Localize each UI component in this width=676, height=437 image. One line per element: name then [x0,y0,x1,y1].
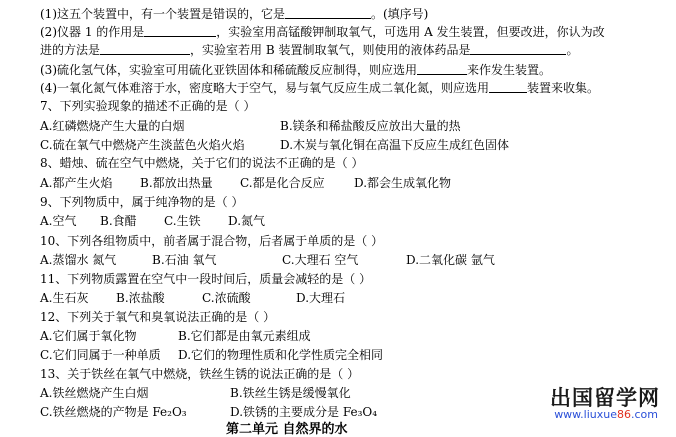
intro-line-1-end: 。(填序号) [371,7,429,21]
answer-blank [100,43,190,55]
option-b: B.都放出热量 [140,176,213,190]
option-a: A.蒸馏水 氮气 [40,253,117,267]
question-8-stem: 8、蜡烛、硫在空气中燃烧，关于它们的说法不正确的是（ ） [40,156,364,170]
option-b: B.镁条和稀盐酸反应放出大量的热 [280,119,461,133]
option-b: B.浓盐酸 [116,291,165,305]
intro-line-2-text: (2)仪器 1 的作用是 [40,25,145,39]
answer-blank [285,7,371,19]
intro-line-2 [40,24,605,40]
option-a: A.铁丝燃烧产生白烟 [40,386,149,400]
option-c: C.都是化合反应 [240,176,325,190]
intro-line-4 [40,62,551,78]
question-12-stem: 12、下列关于氧气和臭氧说法正确的是（ ） [40,310,276,324]
option-d: D.二氧化碳 氩气 [406,253,495,267]
watermark-title: 出国留学网 [550,386,660,410]
answer-blank [417,63,467,75]
question-9-stem: 9、下列物质中，属于纯净物的是（ ） [40,195,244,209]
next-section-heading: 第二单元 自然界的水 [226,422,348,437]
option-b: B.铁丝生锈是缓慢氧化 [230,386,351,400]
question-11-stem: 11、下列物质露置在空气中一段时间后，质量会减轻的是（ ） [40,272,372,286]
option-c: C.铁丝燃烧的产物是 Fe₂O₃ [40,405,187,419]
intro-line-2-end: ，实验室用高锰酸钾制取氧气，可选用 A 发生装置，但要改进，你认为改 [216,25,605,39]
watermark-url-number: 86 [617,408,631,421]
watermark-url [554,408,658,421]
option-a: A.生石灰 [40,291,89,305]
option-d: D.铁锈的主要成分是 Fe₃O₄ [230,405,378,419]
option-b: B.食醋 [100,214,137,228]
intro-line-3-end: 。 [566,43,579,57]
question-10-stem: 10、下列各组物质中，前者属于混合物，后者属于单质的是（ ） [40,234,384,248]
intro-line-3-mid: ，实验室若用 B 装置制取氧气，则使用的液体药品是 [190,43,471,57]
answer-blank [489,81,527,93]
option-a: A.都产生火焰 [40,176,113,190]
option-d: D.氮气 [228,214,266,228]
option-c: C.浓硫酸 [202,291,251,305]
option-c: C.它们同属于一种单质 [40,348,161,362]
intro-line-3 [40,42,578,58]
watermark-url-prefix: www.liuxue [554,408,617,421]
option-d: D.它们的物理性质和化学性质完全相同 [178,348,384,362]
intro-line-5-text: (4)一氧化氮气体难溶于水，密度略大于空气，易与氧气反应生成二氧化氮，则应选用 [40,81,490,95]
option-c: C.大理石 空气 [282,253,359,267]
answer-blank [144,25,216,37]
watermark-url-suffix: .com [631,408,658,421]
option-b: B.石油 氧气 [152,253,217,267]
option-b: B.它们都是由氧元素组成 [178,329,311,343]
option-c: C.硫在氧气中燃烧产生淡蓝色火焰火焰 [40,138,245,152]
option-d: D.木炭与氧化铜在高温下反应生成红色固体 [280,138,510,152]
intro-line-3-text: 进的方法是 [40,43,101,57]
intro-line-1-text: (1)这五个装置中，有一个装置是错误的，它是 [40,7,285,21]
option-c: C.生铁 [164,214,201,228]
option-a: A.它们属于氧化物 [40,329,137,343]
watermark-logo [526,382,670,426]
intro-line-5-end: 装置来收集。 [527,81,600,95]
question-13-stem: 13、关于铁丝在氧气中燃烧，铁丝生锈的说法正确的是（ ） [40,367,360,381]
option-d: D.都会生成氧化物 [354,176,452,190]
option-a: A.空气 [40,214,77,228]
option-d: D.大理石 [296,291,346,305]
question-7-stem: 7、下列实验现象的描述不正确的是（ ） [40,99,256,113]
option-a: A.红磷燃烧产生大量的白烟 [40,119,185,133]
intro-line-4-end: 来作发生装置。 [467,63,552,77]
intro-line-5 [40,80,599,96]
answer-blank [470,43,566,55]
intro-line-1 [40,6,428,22]
intro-line-4-text: (3)硫化氢气体，实验室可用硫化亚铁固体和稀硫酸反应制得，则应选用 [40,63,418,77]
